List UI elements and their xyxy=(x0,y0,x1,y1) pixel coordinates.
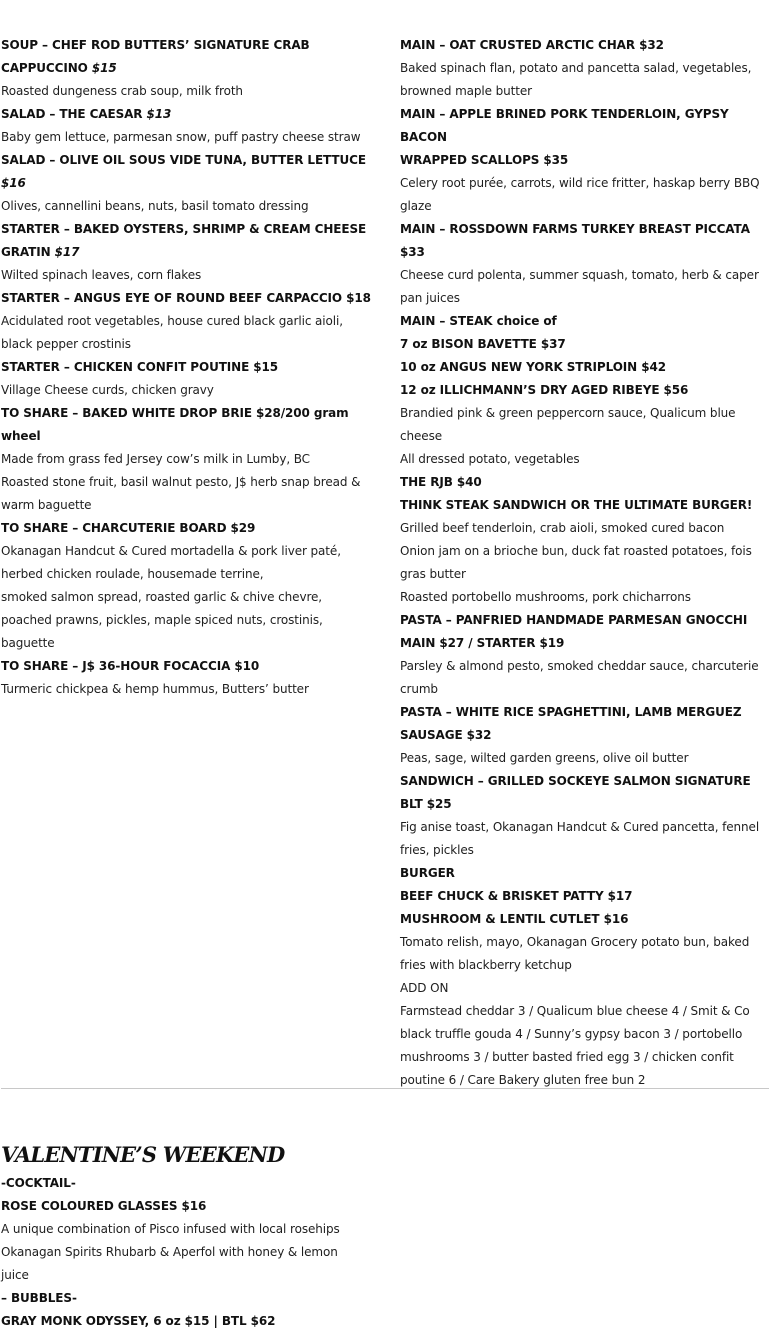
line-text: warm baguette xyxy=(1,498,92,512)
menu-description-line xyxy=(400,264,770,287)
menu-description-line xyxy=(400,402,770,425)
line-text: A unique combination of Pisco infused with local rosehips xyxy=(1,1222,340,1236)
menu-heading-line xyxy=(400,724,770,747)
line-text: -COCKTAIL- xyxy=(1,1176,76,1190)
menu-description-line xyxy=(400,57,770,80)
line-text: Peas, sage, wilted garden greens, olive oil butter xyxy=(400,751,689,765)
menu-heading-line xyxy=(1,402,373,425)
line-text: Wilted spinach leaves, corn flakes xyxy=(1,268,202,282)
menu-description-line xyxy=(400,586,770,609)
menu-description-line xyxy=(400,1046,770,1069)
line-text: Okanagan Spirits Rhubarb & Aperfol with honey & lemon xyxy=(1,1245,338,1259)
line-text: ROSE COLOURED GLASSES $16 xyxy=(1,1199,207,1213)
menu-heading-line xyxy=(1,149,373,172)
line-text: Made from grass fed Jersey cow’s milk in Lumby, BC xyxy=(1,452,310,466)
menu-heading-line xyxy=(400,632,770,655)
line-text: MAIN – APPLE BRINED PORK TENDERLOIN, GYPSY BACON xyxy=(400,107,729,144)
line-text: THINK STEAK SANDWICH OR THE ULTIMATE BURGER! xyxy=(400,498,753,512)
menu-heading-line xyxy=(400,333,770,356)
price-text: $16 xyxy=(1,176,26,190)
menu-heading-line xyxy=(400,701,770,724)
menu-description-line xyxy=(400,678,770,701)
line-text: All dressed potato, vegetables xyxy=(400,452,580,466)
menu-description-line xyxy=(1,1264,381,1287)
menu-heading-line xyxy=(1,425,373,448)
line-text: Grilled beef tenderloin, crab aioli, smoked cured bacon xyxy=(400,521,725,535)
menu-description-line xyxy=(400,931,770,954)
line-text: GRAY MONK ODYSSEY, 6 oz $15 | BTL $62 xyxy=(1,1314,276,1328)
line-text: Cheese curd polenta, summer squash, tomato, herb & caper xyxy=(400,268,759,282)
line-text: Celery root purée, carrots, wild rice fritter, haskap berry BBQ xyxy=(400,176,760,190)
line-text: baguette xyxy=(1,636,55,650)
line-text: Farmstead cheddar 3 / Qualicum blue cheese 4 / Smit & Co xyxy=(400,1004,750,1018)
line-text: SANDWICH – GRILLED SOCKEYE SALMON SIGNATURE xyxy=(400,774,751,788)
line-text: Village Cheese curds, chicken gravy xyxy=(1,383,214,397)
menu-description-line xyxy=(400,287,770,310)
menu-description-line xyxy=(400,517,770,540)
menu-left-column xyxy=(1,34,373,701)
line-text: 10 oz ANGUS NEW YORK STRIPLOIN $42 xyxy=(400,360,666,374)
line-text: Baby gem lettuce, parmesan snow, puff pastry cheese straw xyxy=(1,130,361,144)
menu-description-line xyxy=(400,563,770,586)
menu-description-line xyxy=(400,1000,770,1023)
line-text: Olives, cannellini beans, nuts, basil tomato dressing xyxy=(1,199,309,213)
menu-heading-line xyxy=(400,34,770,57)
menu-description-line xyxy=(1,632,373,655)
line-text: browned maple butter xyxy=(400,84,533,98)
menu-description-line xyxy=(1,1218,381,1241)
line-text: GRATIN xyxy=(1,245,55,259)
line-text: cheese xyxy=(400,429,443,443)
menu-heading-line xyxy=(1,241,373,264)
menu-description-line xyxy=(400,448,770,471)
menu-description-line xyxy=(400,80,770,103)
line-text: Tomato relish, mayo, Okanagan Grocery potato bun, baked xyxy=(400,935,750,949)
price-text: $17 xyxy=(54,245,80,259)
line-text: Roasted dungeness crab soup, milk froth xyxy=(1,84,243,98)
line-text: TO SHARE – BAKED WHITE DROP BRIE $28/200 gram xyxy=(1,406,349,420)
line-text: wheel xyxy=(1,429,41,443)
menu-description-line xyxy=(400,172,770,195)
line-text: Okanagan Handcut & Cured mortadella & pork liver paté, xyxy=(1,544,341,558)
line-text: fries, pickles xyxy=(400,843,474,857)
line-text: ADD ON xyxy=(400,981,449,995)
menu-description-line xyxy=(400,816,770,839)
line-text: Onion jam on a brioche bun, duck fat roasted potatoes, fois xyxy=(400,544,752,558)
line-text: PASTA – WHITE RICE SPAGHETTINI, LAMB MERGUEZ xyxy=(400,705,742,719)
line-text: TO SHARE – CHARCUTERIE BOARD $29 xyxy=(1,521,256,535)
menu-heading-line xyxy=(400,356,770,379)
menu-description-line xyxy=(1,609,373,632)
menu-heading-line xyxy=(1,655,373,678)
menu-description-line xyxy=(1,563,373,586)
menu-description-line xyxy=(1,126,373,149)
menu-heading-line xyxy=(1,57,373,80)
line-text: MAIN – ROSSDOWN FARMS TURKEY BREAST PICCATA $33 xyxy=(400,222,750,259)
menu-description-line xyxy=(400,747,770,770)
menu-description-line xyxy=(400,977,770,1000)
valentines-section xyxy=(1,1138,381,1333)
line-text: pan juices xyxy=(400,291,460,305)
menu-heading-line xyxy=(400,218,770,264)
menu-description-line xyxy=(1,333,373,356)
menu-description-line xyxy=(400,195,770,218)
menu-description-line xyxy=(400,655,770,678)
line-text: Roasted portobello mushrooms, pork chicharrons xyxy=(400,590,691,604)
menu-heading-line xyxy=(400,793,770,816)
menu-heading-line xyxy=(1,1310,381,1333)
line-text: crumb xyxy=(400,682,438,696)
line-text: black pepper crostinis xyxy=(1,337,131,351)
line-text: SAUSAGE $32 xyxy=(400,728,492,742)
menu-description-line xyxy=(1,540,373,563)
line-text: BLT $25 xyxy=(400,797,452,811)
line-text: Parsley & almond pesto, smoked cheddar sauce, charcuterie xyxy=(400,659,759,673)
line-text: BEEF CHUCK & BRISKET PATTY $17 xyxy=(400,889,633,903)
line-text: SALAD – OLIVE OIL SOUS VIDE TUNA, BUTTER LETTUCE xyxy=(1,153,366,167)
line-text: MAIN – STEAK choice of xyxy=(400,314,557,328)
menu-heading-line xyxy=(1,172,373,195)
menu-description-line xyxy=(400,540,770,563)
line-text: 7 oz BISON BAVETTE $37 xyxy=(400,337,566,351)
section-divider xyxy=(1,1088,769,1089)
menu-description-line xyxy=(1,80,373,103)
line-text: BURGER xyxy=(400,866,455,880)
menu-heading-line xyxy=(1,103,373,126)
line-text: WRAPPED SCALLOPS $35 xyxy=(400,153,569,167)
line-text: herbed chicken roulade, housemade terrine, xyxy=(1,567,264,581)
menu-description-line xyxy=(1,448,373,471)
menu-heading-line xyxy=(400,379,770,402)
line-text: mushrooms 3 / butter basted fried egg 3 / chicken confit xyxy=(400,1050,734,1064)
price-text: $13 xyxy=(146,107,172,121)
line-text: glaze xyxy=(400,199,432,213)
line-text: Roasted stone fruit, basil walnut pesto, J$ herb snap bread & xyxy=(1,475,361,489)
price-text: $15 xyxy=(91,61,117,75)
line-text: MAIN $27 / STARTER $19 xyxy=(400,636,565,650)
line-text: Acidulated root vegetables, house cured black garlic aioli, xyxy=(1,314,343,328)
line-text: STARTER – CHICKEN CONFIT POUTINE $15 xyxy=(1,360,279,374)
line-text: MUSHROOM & LENTIL CUTLET $16 xyxy=(400,912,629,926)
menu-right-column xyxy=(400,34,770,1092)
menu-heading-line xyxy=(400,103,770,149)
menu-heading-line xyxy=(1,356,373,379)
menu-description-line xyxy=(1,586,373,609)
line-text: gras butter xyxy=(400,567,466,581)
line-text: CAPPUCCINO xyxy=(1,61,92,75)
menu-heading-line xyxy=(1,287,373,310)
line-text: Brandied pink & green peppercorn sauce, Qualicum blue xyxy=(400,406,736,420)
menu-description-line xyxy=(1,310,373,333)
menu-heading-line xyxy=(1,218,373,241)
line-text: poached prawns, pickles, maple spiced nuts, crostinis, xyxy=(1,613,323,627)
menu-description-line xyxy=(1,1241,381,1264)
menu-description-line xyxy=(1,195,373,218)
menu-heading-line xyxy=(400,471,770,494)
line-text: juice xyxy=(1,1268,29,1282)
menu-description-line xyxy=(400,425,770,448)
menu-heading-line xyxy=(400,862,770,885)
menu-heading-line xyxy=(400,149,770,172)
line-text: Baked spinach flan, potato and pancetta salad, vegetables, xyxy=(400,61,752,75)
menu-heading-line xyxy=(1,1172,381,1195)
menu-heading-line xyxy=(400,770,770,793)
line-text: MAIN – OAT CRUSTED ARCTIC CHAR $32 xyxy=(400,38,664,52)
menu-description-line xyxy=(1,471,373,494)
menu-description-line xyxy=(1,379,373,402)
line-text: 12 oz ILLICHMANN’S DRY AGED RIBEYE $56 xyxy=(400,383,689,397)
line-text: smoked salmon spread, roasted garlic & chive chevre, xyxy=(1,590,323,604)
menu-heading-line xyxy=(400,310,770,333)
line-text: – BUBBLES- xyxy=(1,1291,77,1305)
menu-heading-line xyxy=(400,609,770,632)
menu-description-line xyxy=(400,839,770,862)
menu-description-line xyxy=(400,1023,770,1046)
valentines-lines xyxy=(1,1172,381,1333)
menu-heading-line xyxy=(1,517,373,540)
menu-heading-line xyxy=(1,1195,381,1218)
line-text: poutine 6 / Care Bakery gluten free bun 2 xyxy=(400,1073,646,1087)
line-text: STARTER – ANGUS EYE OF ROUND BEEF CARPACCIO $18 xyxy=(1,291,371,305)
line-text: PASTA – PANFRIED HANDMADE PARMESAN GNOCCHI xyxy=(400,613,748,627)
valentines-title: VALENTINE’S WEEKEND xyxy=(1,1142,285,1167)
menu-heading-line xyxy=(400,885,770,908)
menu-heading-line xyxy=(400,908,770,931)
menu-heading-line xyxy=(400,494,770,517)
line-text: SOUP – CHEF ROD BUTTERS’ SIGNATURE CRAB xyxy=(1,38,310,52)
menu-description-line xyxy=(1,264,373,287)
line-text: SALAD – THE CAESAR xyxy=(1,107,147,121)
line-text: THE RJB $40 xyxy=(400,475,482,489)
menu-description-line xyxy=(400,954,770,977)
line-text: Turmeric chickpea & hemp hummus, Butters’ butter xyxy=(1,682,309,696)
line-text: STARTER – BAKED OYSTERS, SHRIMP & CREAM CHEESE xyxy=(1,222,367,236)
menu-heading-line xyxy=(1,1287,381,1310)
line-text: fries with blackberry ketchup xyxy=(400,958,572,972)
line-text: Fig anise toast, Okanagan Handcut & Cured pancetta, fennel xyxy=(400,820,760,834)
menu-heading-line xyxy=(1,34,373,57)
menu-description-line xyxy=(1,678,373,701)
line-text: TO SHARE – J$ 36-HOUR FOCACCIA $10 xyxy=(1,659,260,673)
menu-description-line xyxy=(1,494,373,517)
line-text: black truffle gouda 4 / Sunny’s gypsy bacon 3 / portobello xyxy=(400,1027,743,1041)
